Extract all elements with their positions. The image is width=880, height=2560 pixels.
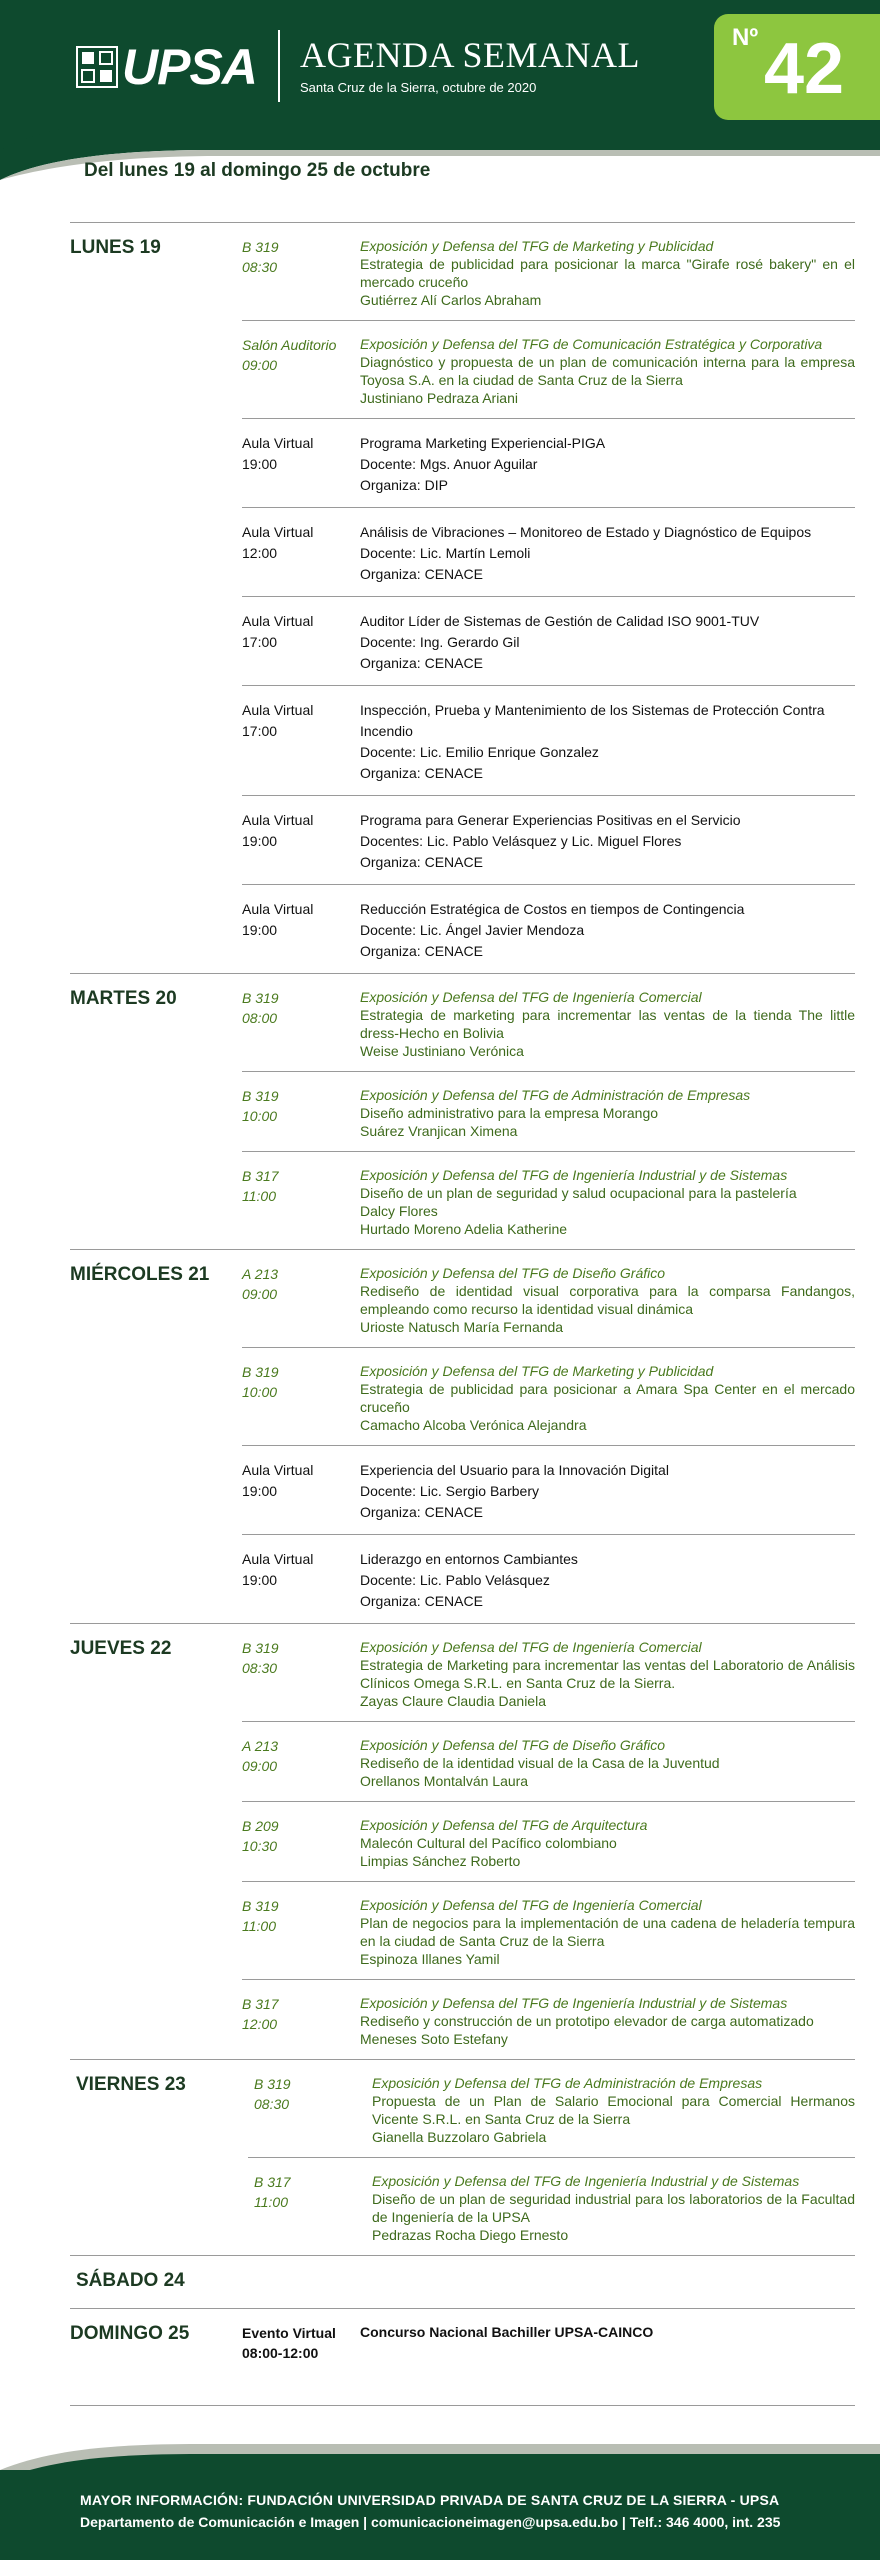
event-details bbox=[360, 1994, 855, 2048]
event-time: 19:00 bbox=[242, 456, 278, 472]
event-detail-line: Propuesta de un Plan de Salario Emocional para Comercial Hermanos Vicente S.R.L. en Santa Cruz de la Sierra bbox=[372, 2093, 855, 2127]
event-location bbox=[242, 1816, 360, 1870]
day-name: MARTES 20 bbox=[70, 988, 177, 1009]
event-item bbox=[242, 685, 855, 795]
day-section bbox=[70, 1623, 855, 2059]
event-item bbox=[248, 2157, 855, 2255]
event-time: 12:00 bbox=[242, 2016, 278, 2032]
event-title: Programa Marketing Experiencial-PIGA bbox=[360, 435, 606, 451]
event-room: Aula Virtual bbox=[242, 901, 314, 917]
event-details bbox=[360, 1166, 855, 1238]
event-detail-line: Urioste Natusch María Fernanda bbox=[360, 1319, 564, 1335]
event-time: 10:00 bbox=[242, 1384, 278, 1400]
upsa-crest-icon bbox=[76, 46, 118, 88]
event-detail-line: Diagnóstico y propuesta de un plan de comunicación interna para la empresa Toyosa S.A. en la ciudad de Santa Cruz de la Sierra bbox=[360, 354, 855, 388]
event-location bbox=[248, 2172, 366, 2244]
event-details bbox=[360, 1816, 855, 1870]
event-title: Exposición y Defensa del TFG de Ingeniería Comercial bbox=[360, 1897, 702, 1913]
event-detail-line: Diseño de un plan de seguridad y salud ocupacional para la pastelería bbox=[360, 1185, 797, 1201]
event-detail-line: Meneses Soto Estefany bbox=[360, 2031, 508, 2047]
event-detail-line: Organiza: CENACE bbox=[360, 566, 483, 582]
event-item bbox=[248, 2060, 855, 2157]
event-title: Exposición y Defensa del TFG de Ingeniería Industrial y de Sistemas bbox=[360, 1995, 788, 2011]
event-time: 17:00 bbox=[242, 634, 278, 650]
event-item bbox=[242, 596, 855, 685]
event-title: Exposición y Defensa del TFG de Comunicación Estratégica y Corporativa bbox=[360, 336, 823, 352]
page-subtitle: Santa Cruz de la Sierra, octubre de 2020 bbox=[300, 80, 537, 95]
event-item bbox=[242, 1881, 855, 1979]
event-item bbox=[242, 1151, 855, 1249]
day-name: LUNES 19 bbox=[70, 237, 161, 258]
event-item bbox=[242, 1445, 855, 1534]
day-section bbox=[70, 2059, 855, 2255]
event-detail-line: Diseño de un plan de seguridad industrial para los laboratorios de la Facultad de Ingeniería de la UPSA bbox=[372, 2191, 855, 2225]
event-detail-line: Diseño administrativo para la empresa Morango bbox=[360, 1105, 659, 1121]
day-events bbox=[242, 1624, 855, 2059]
event-location bbox=[242, 700, 360, 784]
event-details bbox=[360, 1086, 855, 1140]
event-detail-line: Estrategia de marketing para incrementar las ventas de la tienda The little dress-Hecho en Bolivia bbox=[360, 1007, 855, 1041]
event-room: B 317 bbox=[254, 2174, 291, 2190]
event-room: Aula Virtual bbox=[242, 524, 314, 540]
event-time: 11:00 bbox=[242, 1188, 276, 1204]
event-detail-line: Gianella Buzzolaro Gabriela bbox=[372, 2129, 547, 2145]
day-events bbox=[248, 2256, 855, 2308]
day-section bbox=[70, 973, 855, 1249]
event-detail-line: Hurtado Moreno Adelia Katherine bbox=[360, 1221, 568, 1237]
logo-text: UPSA bbox=[122, 39, 257, 95]
event-room: Aula Virtual bbox=[242, 1462, 314, 1478]
event-title: Exposición y Defensa del TFG de Administración de Empresas bbox=[360, 1087, 751, 1103]
day-name: DOMINGO 25 bbox=[70, 2323, 190, 2344]
day-events bbox=[242, 2309, 855, 2405]
event-title: Programa para Generar Experiencias Positivas en el Servicio bbox=[360, 812, 741, 828]
event-room: B 319 bbox=[254, 2076, 291, 2092]
event-detail-line: Docente: Mgs. Anuor Aguilar bbox=[360, 456, 538, 472]
day-events bbox=[242, 1250, 855, 1623]
event-details bbox=[360, 810, 855, 873]
event-time: 10:30 bbox=[242, 1838, 278, 1854]
event-location bbox=[242, 433, 360, 496]
event-details bbox=[360, 899, 855, 962]
event-detail-line: Docente: Lic. Emilio Enrique Gonzalez bbox=[360, 744, 599, 760]
event-time: 11:00 bbox=[254, 2194, 288, 2210]
event-location bbox=[242, 522, 360, 585]
event-room: B 319 bbox=[242, 1640, 279, 1656]
event-detail-line: Docente: Lic. Sergio Barbery bbox=[360, 1483, 539, 1499]
event-title: Liderazgo en entornos Cambiantes bbox=[360, 1551, 578, 1567]
event-room: A 213 bbox=[242, 1266, 279, 1282]
event-room: Aula Virtual bbox=[242, 812, 314, 828]
event-title: Exposición y Defensa del TFG de Marketing y Publicidad bbox=[360, 1363, 714, 1379]
event-item bbox=[242, 1534, 855, 1623]
event-details bbox=[360, 1736, 855, 1790]
event-title: Concurso Nacional Bachiller UPSA-CAINCO bbox=[360, 2324, 654, 2340]
event-location bbox=[242, 1166, 360, 1238]
event-time: 08:00 bbox=[242, 1010, 278, 1026]
event-location bbox=[242, 1086, 360, 1140]
day-section bbox=[70, 2308, 855, 2406]
event-room: B 317 bbox=[242, 1996, 279, 2012]
event-time: 08:30 bbox=[242, 259, 278, 275]
event-detail-line: Organiza: CENACE bbox=[360, 854, 483, 870]
event-title: Exposición y Defensa del TFG de Diseño Gráfico bbox=[360, 1737, 666, 1753]
event-details bbox=[360, 1460, 855, 1523]
agenda-list bbox=[70, 222, 855, 2406]
event-time: 08:00-12:00 bbox=[242, 2345, 319, 2361]
event-item bbox=[242, 974, 855, 1071]
event-detail-line: Pedrazas Rocha Diego Ernesto bbox=[372, 2227, 569, 2243]
event-detail-line: Organiza: CENACE bbox=[360, 765, 483, 781]
event-time: 12:00 bbox=[242, 545, 278, 561]
event-time: 08:30 bbox=[242, 1660, 278, 1676]
day-section bbox=[70, 222, 855, 973]
event-detail-line: Suárez Vranjican Ximena bbox=[360, 1123, 518, 1139]
event-time: 19:00 bbox=[242, 1483, 278, 1499]
event-location bbox=[242, 1736, 360, 1790]
event-details bbox=[360, 611, 855, 674]
event-title: Análisis de Vibraciones – Monitoreo de Estado y Diagnóstico de Equipos bbox=[360, 524, 812, 540]
event-item bbox=[242, 795, 855, 884]
event-title: Exposición y Defensa del TFG de Ingeniería Industrial y de Sistemas bbox=[372, 2173, 800, 2189]
event-room: Salón Auditorio bbox=[242, 337, 337, 353]
event-time: 19:00 bbox=[242, 922, 278, 938]
event-detail-line: Malecón Cultural del Pacífico colombiano bbox=[360, 1835, 617, 1851]
event-details bbox=[366, 2172, 855, 2244]
event-title: Experiencia del Usuario para la Innovación Digital bbox=[360, 1462, 669, 1478]
event-detail-line: Docente: Lic. Pablo Velásquez bbox=[360, 1572, 550, 1588]
event-title: Exposición y Defensa del TFG de Administración de Empresas bbox=[372, 2075, 763, 2091]
event-detail-line: Organiza: CENACE bbox=[360, 1504, 483, 1520]
event-location bbox=[242, 1549, 360, 1612]
event-room: Aula Virtual bbox=[242, 613, 314, 629]
event-room: B 209 bbox=[242, 1818, 279, 1834]
event-detail-line: Docente: Lic. Ángel Javier Mendoza bbox=[360, 922, 585, 938]
event-title: Exposición y Defensa del TFG de Ingeniería Comercial bbox=[360, 989, 702, 1005]
event-detail-line: Camacho Alcoba Verónica Alejandra bbox=[360, 1417, 587, 1433]
event-detail-line: Orellanos Montalván Laura bbox=[360, 1773, 529, 1789]
event-detail-line: Organiza: CENACE bbox=[360, 1593, 483, 1609]
event-title: Exposición y Defensa del TFG de Ingeniería Industrial y de Sistemas bbox=[360, 1167, 788, 1183]
event-room: Aula Virtual bbox=[242, 702, 314, 718]
event-details bbox=[366, 2074, 855, 2146]
event-location bbox=[242, 1264, 360, 1336]
event-time: 19:00 bbox=[242, 1572, 278, 1588]
event-room: B 319 bbox=[242, 1898, 279, 1914]
event-room: B 317 bbox=[242, 1168, 279, 1184]
event-item bbox=[242, 1624, 855, 1721]
event-detail-line: Dalcy Flores bbox=[360, 1203, 438, 1219]
event-time: 09:00 bbox=[242, 1286, 278, 1302]
event-item bbox=[242, 1801, 855, 1881]
event-location bbox=[242, 1638, 360, 1710]
issue-badge bbox=[714, 14, 880, 120]
event-detail-line: Limpias Sánchez Roberto bbox=[360, 1853, 521, 1869]
event-time: 17:00 bbox=[242, 723, 278, 739]
footer-info-line: MAYOR INFORMACIÓN: FUNDACIÓN UNIVERSIDAD PRIVADA DE SANTA CRUZ DE LA SIERRA - UPSA bbox=[80, 2492, 780, 2508]
footer-contact-line: Departamento de Comunicación e Imagen | comunicacioneimagen@upsa.edu.bo | Telf.: 346 4000, int. 235 bbox=[80, 2514, 781, 2530]
event-room: A 213 bbox=[242, 1738, 279, 1754]
event-detail-line: Rediseño de identidad visual corporativa para la comparsa Fandangos, empleando como recurso la identidad visual dinámica bbox=[360, 1283, 855, 1317]
event-item bbox=[242, 1979, 855, 2059]
event-details bbox=[360, 522, 855, 585]
issue-number-prefix: Nº bbox=[732, 24, 759, 51]
event-title: Exposición y Defensa del TFG de Arquitectura bbox=[360, 1817, 648, 1833]
event-room: B 319 bbox=[242, 239, 279, 255]
event-time: 10:00 bbox=[242, 1108, 278, 1124]
event-time: 11:00 bbox=[242, 1918, 276, 1934]
event-details bbox=[360, 1549, 855, 1612]
event-item bbox=[242, 1347, 855, 1445]
day-events bbox=[242, 974, 855, 1249]
event-location bbox=[242, 1460, 360, 1523]
event-title: Exposición y Defensa del TFG de Ingeniería Comercial bbox=[360, 1639, 702, 1655]
event-item bbox=[242, 1250, 855, 1347]
event-details bbox=[360, 237, 855, 309]
event-location bbox=[248, 2074, 366, 2146]
event-detail-line: Organiza: CENACE bbox=[360, 655, 483, 671]
day-name: SÁBADO 24 bbox=[76, 2270, 185, 2291]
header-divider bbox=[278, 30, 280, 102]
event-detail-line: Docentes: Lic. Pablo Velásquez y Lic. Miguel Flores bbox=[360, 833, 682, 849]
event-time: 09:00 bbox=[242, 1758, 278, 1774]
event-details bbox=[360, 1638, 855, 1710]
event-title: Reducción Estratégica de Costos en tiempos de Contingencia bbox=[360, 901, 745, 917]
event-detail-line: Organiza: CENACE bbox=[360, 943, 483, 959]
event-location bbox=[242, 1896, 360, 1968]
upsa-logo bbox=[76, 38, 257, 96]
event-detail-line: Docente: Lic. Martín Lemoli bbox=[360, 545, 531, 561]
event-room: B 319 bbox=[242, 1364, 279, 1380]
event-details bbox=[360, 1896, 855, 1968]
event-detail-line: Estrategia de publicidad para posicionar a Amara Spa Center en el mercado cruceño bbox=[360, 1381, 855, 1415]
event-title: Exposición y Defensa del TFG de Marketing y Publicidad bbox=[360, 238, 714, 254]
event-location bbox=[242, 335, 360, 407]
event-item bbox=[242, 507, 855, 596]
event-location bbox=[242, 1362, 360, 1434]
event-location bbox=[242, 2323, 360, 2363]
date-range: Del lunes 19 al domingo 25 de octubre bbox=[84, 160, 431, 181]
event-details bbox=[360, 335, 855, 407]
event-room: B 319 bbox=[242, 1088, 279, 1104]
event-title: Inspección, Prueba y Mantenimiento de los Sistemas de Protección Contra Incendio bbox=[360, 702, 825, 739]
day-events bbox=[242, 223, 855, 973]
event-details bbox=[360, 1362, 855, 1434]
page-title: AGENDA SEMANAL bbox=[300, 35, 640, 75]
event-detail-line: Espinoza Illanes Yamil bbox=[360, 1951, 500, 1967]
event-detail-line: Weise Justiniano Verónica bbox=[360, 1043, 524, 1059]
event-detail-line: Plan de negocios para la implementación de una cadena de heladería tempura en la ciudad de Santa Cruz de la Sierra bbox=[360, 1915, 855, 1949]
event-detail-line: Organiza: DIP bbox=[360, 477, 448, 493]
day-events bbox=[248, 2060, 855, 2255]
event-details bbox=[360, 700, 855, 784]
event-detail-line: Justiniano Pedraza Ariani bbox=[360, 390, 518, 406]
event-detail-line: Docente: Ing. Gerardo Gil bbox=[360, 634, 520, 650]
event-details bbox=[360, 433, 855, 496]
event-detail-line: Zayas Claure Claudia Daniela bbox=[360, 1693, 546, 1709]
event-title: Auditor Líder de Sistemas de Gestión de Calidad ISO 9001-TUV bbox=[360, 613, 760, 629]
event-item bbox=[242, 223, 855, 320]
day-name: JUEVES 22 bbox=[70, 1638, 172, 1659]
event-item bbox=[242, 1071, 855, 1151]
event-time: 19:00 bbox=[242, 833, 278, 849]
event-details bbox=[360, 1264, 855, 1336]
event-item bbox=[242, 320, 855, 418]
event-room: B 319 bbox=[242, 990, 279, 1006]
event-item bbox=[242, 1721, 855, 1801]
day-section bbox=[70, 2255, 855, 2308]
issue-number: 42 bbox=[764, 29, 845, 109]
event-time: 08:30 bbox=[254, 2096, 290, 2112]
event-item bbox=[242, 884, 855, 973]
day-name: VIERNES 23 bbox=[76, 2074, 186, 2095]
event-location bbox=[242, 899, 360, 962]
day-name: MIÉRCOLES 21 bbox=[70, 1264, 210, 1285]
event-location bbox=[242, 237, 360, 309]
event-room: Aula Virtual bbox=[242, 1551, 314, 1567]
event-location bbox=[242, 611, 360, 674]
day-section bbox=[70, 1249, 855, 1623]
event-location bbox=[242, 988, 360, 1060]
event-room: Evento Virtual bbox=[242, 2325, 336, 2341]
event-detail-line: Estrategia de publicidad para posicionar la marca "Girafe rosé bakery" en el mercado cruceño bbox=[360, 256, 855, 290]
event-item bbox=[242, 418, 855, 507]
event-detail-line: Gutiérrez Alí Carlos Abraham bbox=[360, 292, 542, 308]
event-title: Exposición y Defensa del TFG de Diseño Gráfico bbox=[360, 1265, 666, 1281]
event-location bbox=[242, 1994, 360, 2048]
event-detail-line: Estrategia de Marketing para incrementar las ventas del Laboratorio de Análisis Clínicos Omega S.R.L. en Santa Cruz de la Sierra. bbox=[360, 1657, 855, 1691]
event-detail-line: Rediseño de la identidad visual de la Casa de la Juventud bbox=[360, 1755, 720, 1771]
event-room: Aula Virtual bbox=[242, 435, 314, 451]
event-location bbox=[242, 810, 360, 873]
event-details bbox=[360, 988, 855, 1060]
event-item bbox=[242, 2309, 855, 2405]
event-time: 09:00 bbox=[242, 357, 278, 373]
event-detail-line: Rediseño y construcción de un prototipo elevador de carga automatizado bbox=[360, 2013, 814, 2029]
event-details bbox=[360, 2323, 855, 2363]
